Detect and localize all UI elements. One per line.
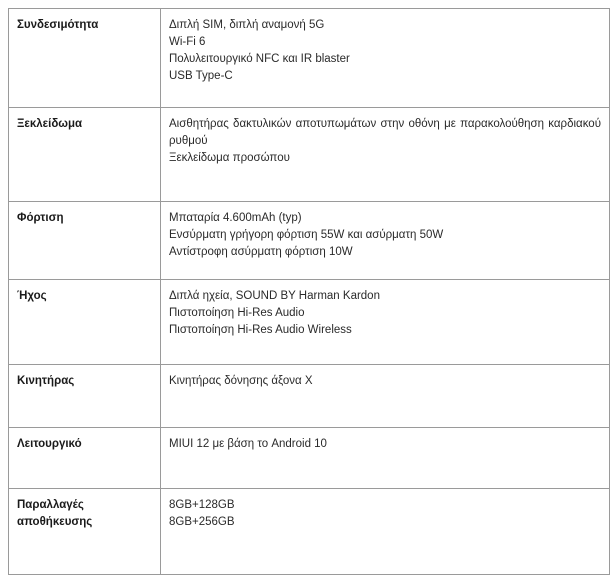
value-line: 8GB+128GB (169, 499, 235, 511)
row-value (161, 428, 610, 489)
value-line: MIUI 12 με βάση το Android 10 (169, 438, 327, 450)
table-row-audio (9, 280, 610, 365)
row-value (161, 202, 610, 280)
value-line: Διπλά ηχεία, SOUND BY Harman Kardon (169, 290, 380, 302)
value-line: Πολυλειτουργικό NFC και IR blaster (169, 53, 350, 65)
value-line: Αντίστροφη ασύρματη φόρτιση 10W (169, 246, 353, 258)
value-line: 8GB+256GB (169, 516, 235, 528)
row-value (161, 489, 610, 575)
value-line: USB Type-C (169, 70, 233, 82)
row-label: Κινητήρας (9, 365, 161, 428)
table-row-motor (9, 365, 610, 428)
value-line: Κινητήρας δόνησης άξονα X (169, 375, 313, 387)
row-value (161, 9, 610, 108)
row-label: Παραλλαγές αποθήκευσης (9, 489, 161, 575)
row-label: Ήχος (9, 280, 161, 365)
row-value (161, 280, 610, 365)
value-line: Ξεκλείδωμα προσώπου (169, 152, 290, 164)
table-row-os (9, 428, 610, 489)
value-line: Πιστοποίηση Hi-Res Audio Wireless (169, 324, 352, 336)
row-label: Φόρτιση (9, 202, 161, 280)
row-label: Ξεκλείδωμα (9, 108, 161, 202)
table-row-connectivity (9, 9, 610, 108)
row-label: Λειτουργικό (9, 428, 161, 489)
specs-table (8, 8, 610, 575)
value-line: Μπαταρία 4.600mAh (typ) (169, 212, 302, 224)
value-line: Αισθητήρας δακτυλικών αποτυπωμάτων στην οθόνη με παρακολούθηση καρδιακού ρυθμού (169, 118, 601, 147)
value-line: Ενσύρματη γρήγορη φόρτιση 55W και ασύρματη 50W (169, 229, 444, 241)
row-value (161, 108, 610, 202)
table-row-unlock (9, 108, 610, 202)
value-line: Διπλή SIM, διπλή αναμονή 5G (169, 19, 325, 31)
table-row-storage (9, 489, 610, 575)
value-line: Πιστοποίηση Hi-Res Audio (169, 307, 305, 319)
value-line: Wi-Fi 6 (169, 36, 206, 48)
row-label: Συνδεσιμότητα (9, 9, 161, 108)
table-row-charging (9, 202, 610, 280)
row-value (161, 365, 610, 428)
